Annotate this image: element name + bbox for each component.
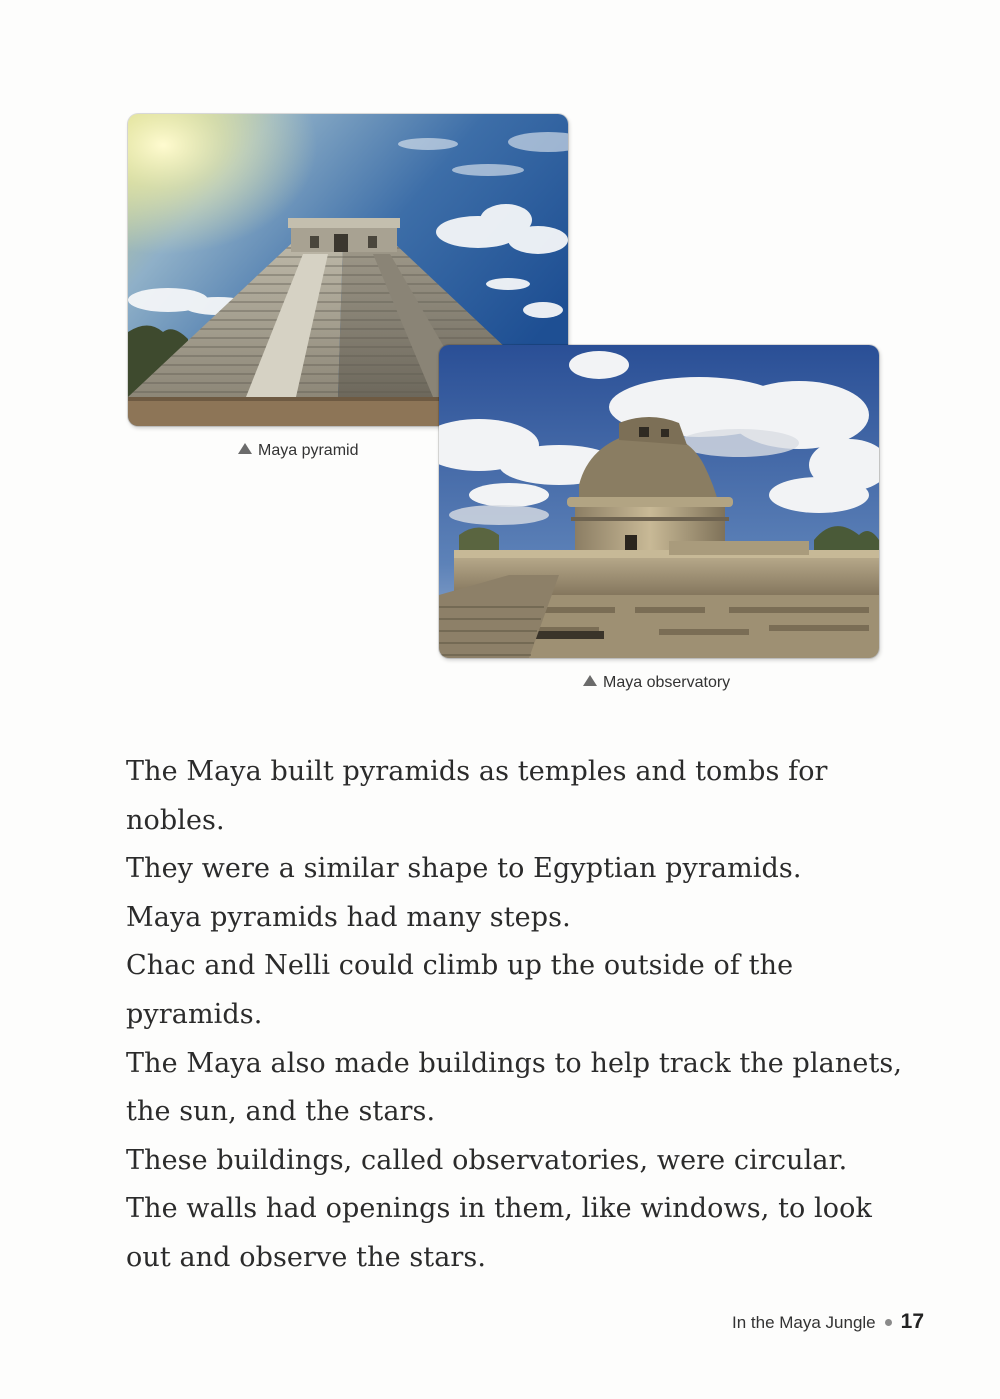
- paragraph: The Maya built pyramids as temples and tombs for nobles.: [126, 756, 828, 836]
- book-title: In the Maya Jungle: [731, 1313, 876, 1332]
- observatory-caption: [583, 674, 730, 692]
- paragraph: The walls had openings in them, like windows, to look out and observe the stars.: [126, 1193, 872, 1273]
- triangle-marker-icon: [583, 675, 597, 686]
- body-text: [126, 748, 906, 1283]
- paragraph: The Maya also made buildings to help track the planets, the sun, and the stars.: [126, 1047, 903, 1128]
- triangle-marker-icon: [238, 443, 252, 454]
- paragraph: Chac and Nelli could climb up the outside of the pyramids.: [126, 950, 794, 1030]
- bullet-dot-icon: [885, 1319, 892, 1326]
- observatory-caption-text: Maya observatory: [603, 674, 731, 691]
- page-number: 17: [900, 1310, 924, 1333]
- paragraph: They were a similar shape to Egyptian pyramids.: [126, 853, 802, 885]
- paragraph: These buildings, called observatories, were circular.: [126, 1144, 848, 1176]
- maya-observatory-photo: [439, 345, 879, 658]
- page-footer: [732, 1310, 924, 1334]
- pyramid-caption-text: Maya pyramid: [258, 442, 359, 459]
- pyramid-caption: [238, 442, 358, 460]
- paragraph: Maya pyramids had many steps.: [126, 901, 571, 933]
